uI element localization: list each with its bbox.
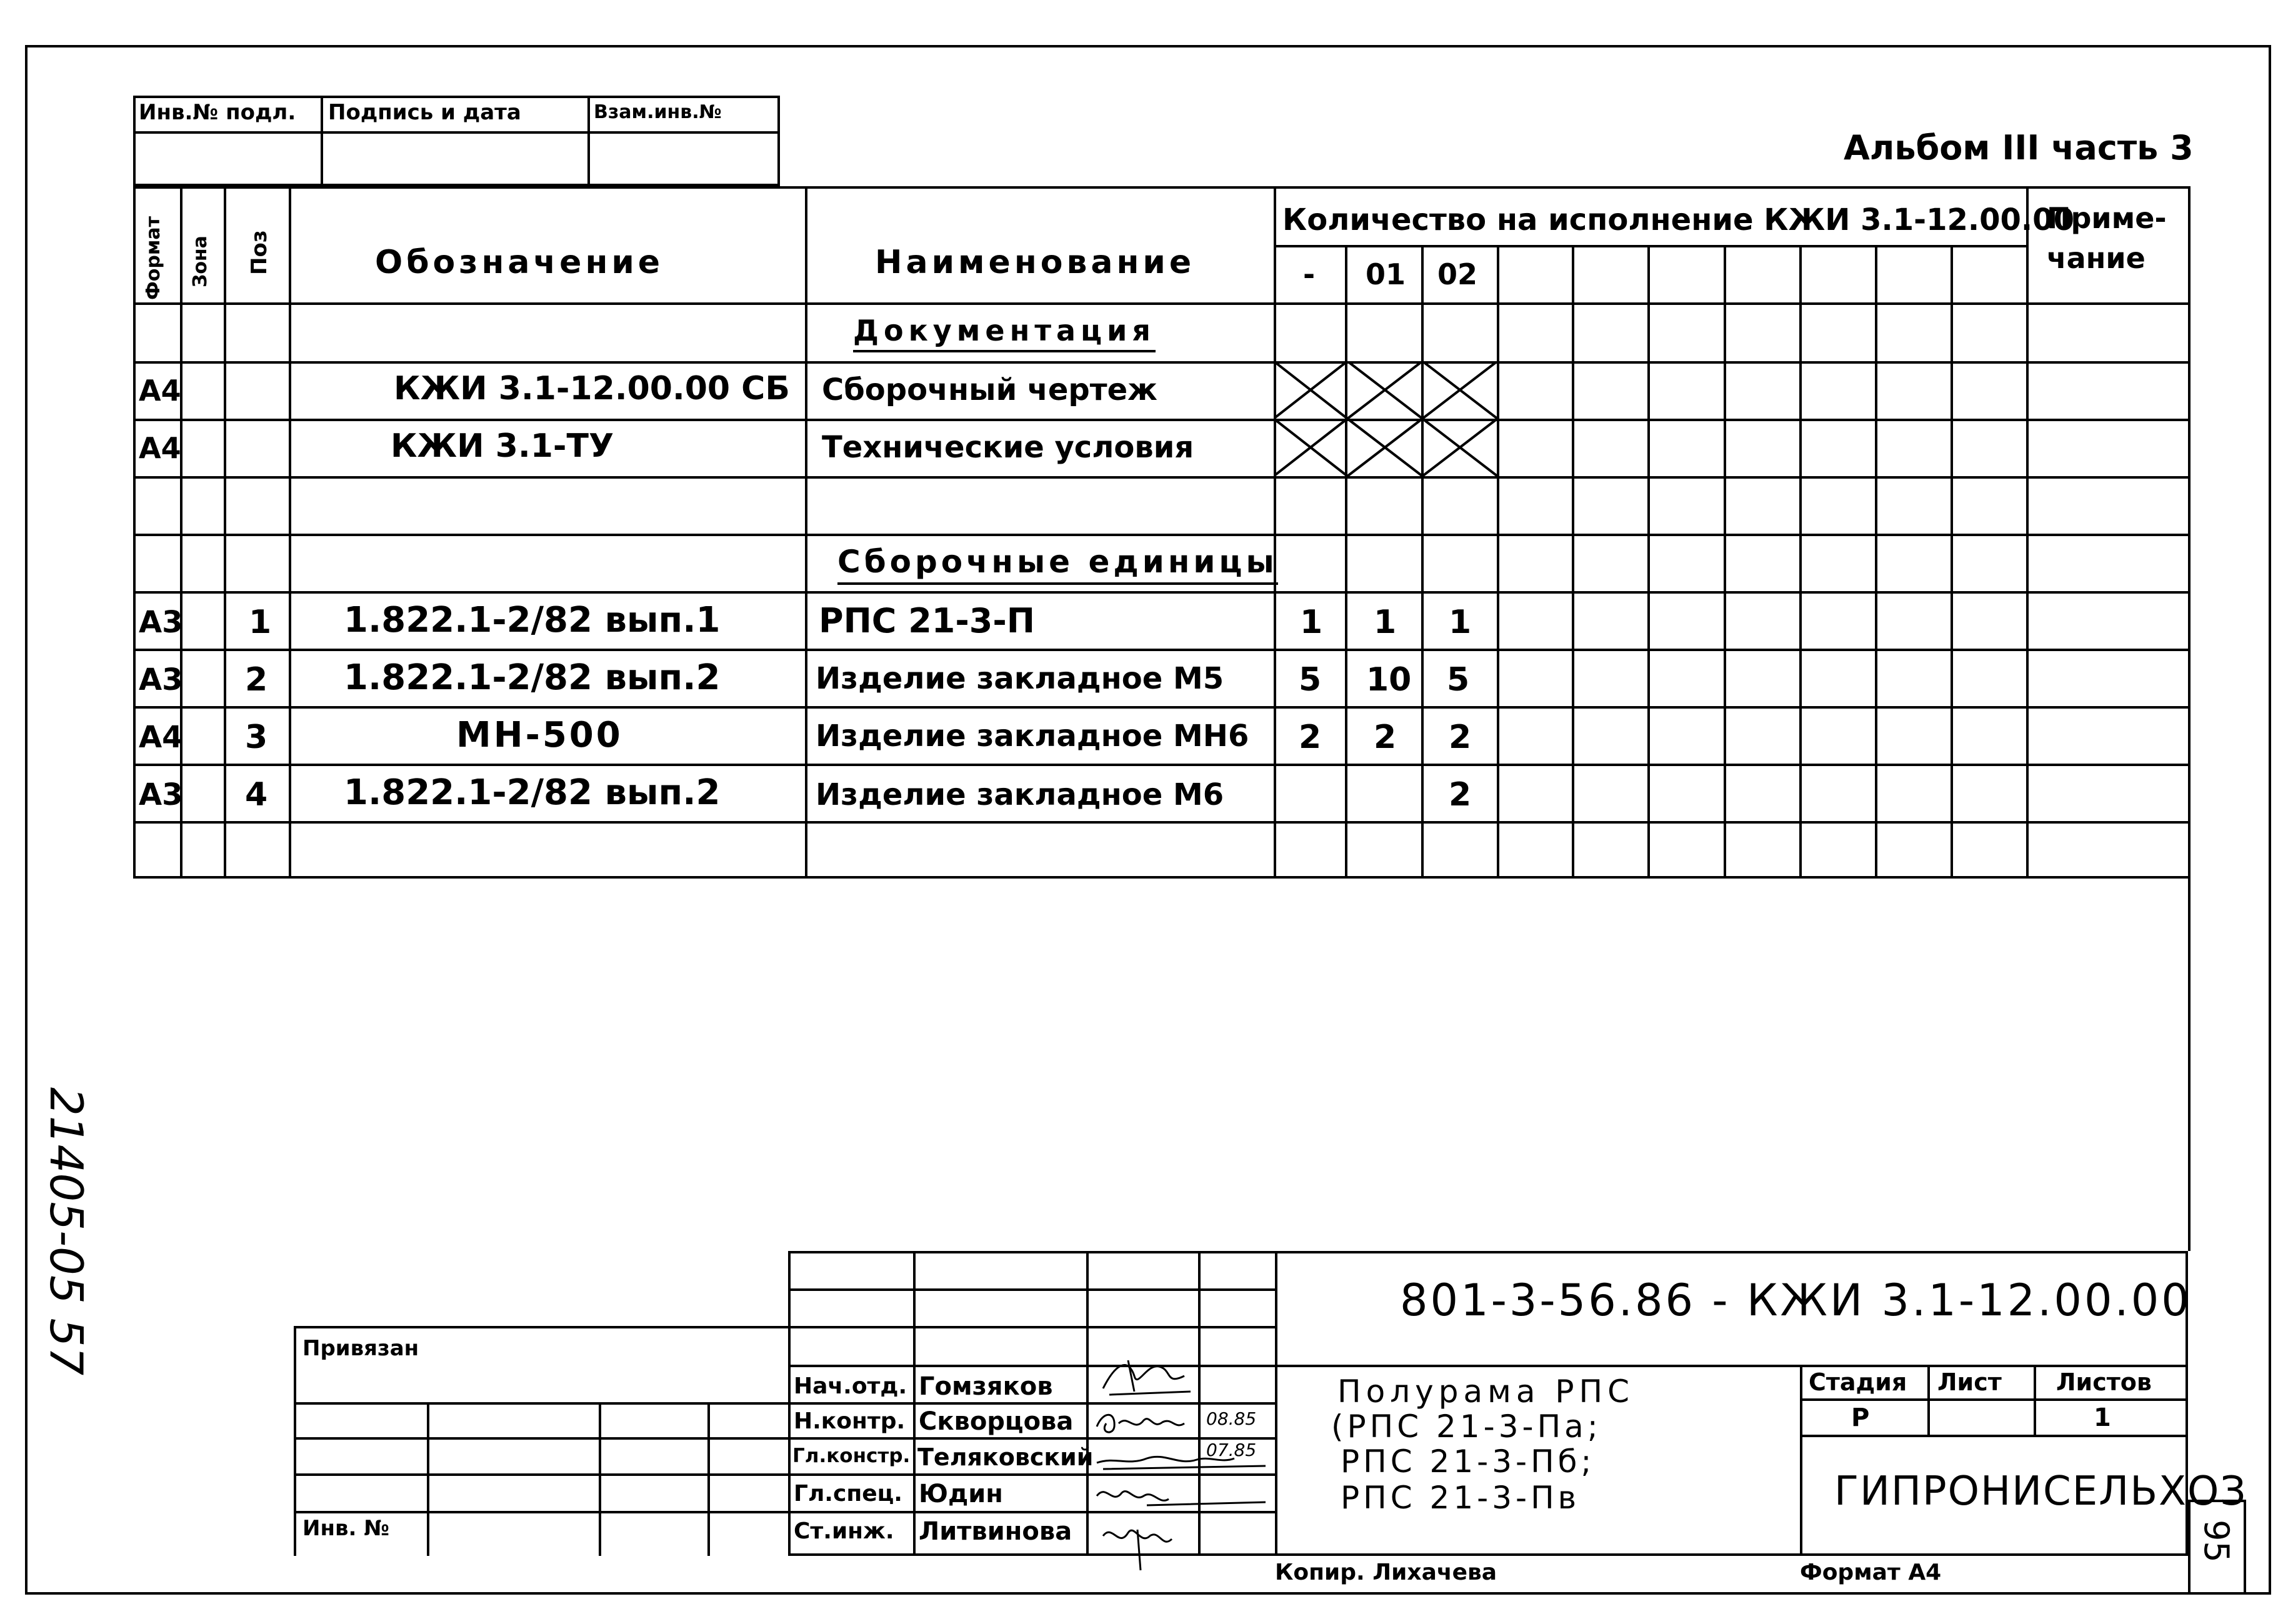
role-3: Гл.констр.	[792, 1445, 911, 1467]
designation: 801-3-56.86 - КЖИ 3.1-12.00.00	[1400, 1275, 2192, 1326]
album-label: Альбом III часть 3	[1844, 128, 2194, 167]
asm-row-4-naimenovanie: Изделие закладное М6	[816, 777, 1224, 812]
stadiya-label: Стадия	[1809, 1368, 1907, 1396]
role-1: Нач.отд.	[794, 1373, 907, 1399]
stamp-inv-podl: Инв.№ подл.	[139, 100, 296, 125]
privyazan-label: Привязан	[302, 1336, 419, 1361]
asm-row-3-q0: 2	[1299, 719, 1322, 756]
signature-yudin	[1091, 1477, 1272, 1513]
asm-row-1-q0: 1	[1300, 604, 1323, 641]
asm-row-4-poz: 4	[245, 776, 268, 814]
asm-row-2-format: А3	[139, 662, 183, 697]
header-primechanie-1: Приме-	[2047, 201, 2167, 235]
stamp-vzam-inv: Взам.инв.№	[594, 101, 722, 123]
asm-row-3-poz: 3	[245, 719, 268, 756]
stamp-podpis-data: Подпись и дата	[328, 100, 521, 125]
doc-row-2-naimenovanie: Технические условия	[822, 430, 1194, 465]
role-4-name: Юдин	[919, 1480, 1003, 1508]
list-label: Лист	[1937, 1368, 2002, 1396]
product-name-2: (РПС 21-3-Па;	[1331, 1408, 1602, 1445]
header-naimenovanie: Наименование	[875, 244, 1196, 281]
asm-row-1-q2: 1	[1449, 604, 1472, 641]
header-oboznachenie: Обозначение	[375, 244, 664, 281]
doc-row-1-oboznachenie: КЖИ 3.1-12.00.00 СБ	[394, 370, 790, 407]
header-kolichestvo: Количество на исполнение КЖИ 3.1-12.00.00	[1282, 202, 2074, 237]
asm-row-2-q2: 5	[1447, 661, 1470, 699]
header-zona: Зона	[189, 236, 211, 287]
asm-row-2-q0: 5	[1299, 661, 1322, 699]
asm-row-1-format: А3	[139, 605, 183, 640]
asm-row-1-naimenovanie: РПС 21-3-П	[819, 601, 1035, 640]
inv-n-label: Инв. №	[302, 1516, 390, 1541]
listov-value: 1	[2094, 1403, 2111, 1432]
role-5-name: Литвинова	[919, 1517, 1072, 1546]
header-variant-2: 02	[1437, 257, 1478, 291]
listov-label: Листов	[2056, 1368, 2152, 1396]
asm-row-3-format: А4	[139, 720, 183, 755]
section-docs: Документация	[853, 314, 1156, 352]
asm-row-4-format: А3	[139, 777, 183, 812]
role-5: Ст.инж.	[794, 1518, 894, 1544]
asm-row-3-naimenovanie: Изделие закладное МН6	[816, 719, 1249, 754]
asm-row-3-q1: 2	[1374, 719, 1397, 756]
page-number: 95	[2197, 1520, 2236, 1563]
role-2: Н.контр.	[794, 1408, 906, 1434]
crossed-cells	[1274, 361, 1500, 479]
asm-row-4-oboznachenie: 1.822.1-2/82 вып.2	[344, 772, 721, 813]
asm-row-1-q1: 1	[1374, 604, 1397, 641]
role-3-date: 07.85	[1206, 1440, 1257, 1460]
signature-gomzyakov	[1091, 1351, 1197, 1403]
organization: ГИПРОНИСЕЛЬХОЗ	[1834, 1468, 2247, 1515]
header-format: Формат	[142, 216, 164, 300]
role-1-name: Гомзяков	[919, 1372, 1053, 1401]
role-2-date: 08.85	[1206, 1408, 1257, 1429]
product-name-3: РПС 21-3-Пб;	[1341, 1443, 1596, 1480]
role-4: Гл.спец.	[794, 1481, 902, 1507]
signature-telyakovsky	[1091, 1441, 1278, 1476]
asm-row-2-q1: 10	[1366, 661, 1412, 699]
role-3-name: Теляковский	[917, 1443, 1094, 1471]
asm-row-1-oboznachenie: 1.822.1-2/82 вып.1	[344, 600, 721, 640]
header-primechanie-2: чание	[2047, 241, 2146, 275]
stadiya-value: Р	[1851, 1403, 1870, 1432]
asm-row-3-oboznachenie: МН-500	[456, 715, 623, 755]
doc-row-2-oboznachenie: КЖИ 3.1-ТУ	[391, 427, 614, 465]
doc-row-1-format: А4	[139, 374, 181, 407]
asm-row-2-poz: 2	[245, 661, 268, 699]
asm-row-1-poz: 1	[249, 604, 272, 641]
footer-kopir: Копир. Лихачева	[1275, 1560, 1497, 1585]
header-poz: Поз	[247, 230, 272, 275]
role-2-name: Скворцова	[919, 1407, 1074, 1436]
asm-row-2-oboznachenie: 1.822.1-2/82 вып.2	[344, 657, 721, 698]
signature-skvortsova	[1091, 1405, 1203, 1440]
asm-row-4-q2: 2	[1449, 776, 1472, 814]
asm-row-2-naimenovanie: Изделие закладное М5	[816, 661, 1224, 696]
signature-litvinova	[1091, 1511, 1203, 1573]
product-name-4: РПС 21-3-Пв	[1341, 1480, 1581, 1516]
header-variant-0: -	[1303, 257, 1316, 291]
side-number: 21405-05 57	[40, 1087, 92, 1376]
section-assemblies: Сборочные единицы	[837, 544, 1278, 585]
doc-row-1-naimenovanie: Сборочный чертеж	[822, 372, 1157, 407]
header-variant-1: 01	[1366, 257, 1406, 291]
doc-row-2-format: А4	[139, 431, 181, 465]
footer-format: Формат А4	[1800, 1560, 1942, 1585]
asm-row-3-q2: 2	[1449, 719, 1472, 756]
product-name-1: Полурама РПС	[1337, 1373, 1635, 1410]
